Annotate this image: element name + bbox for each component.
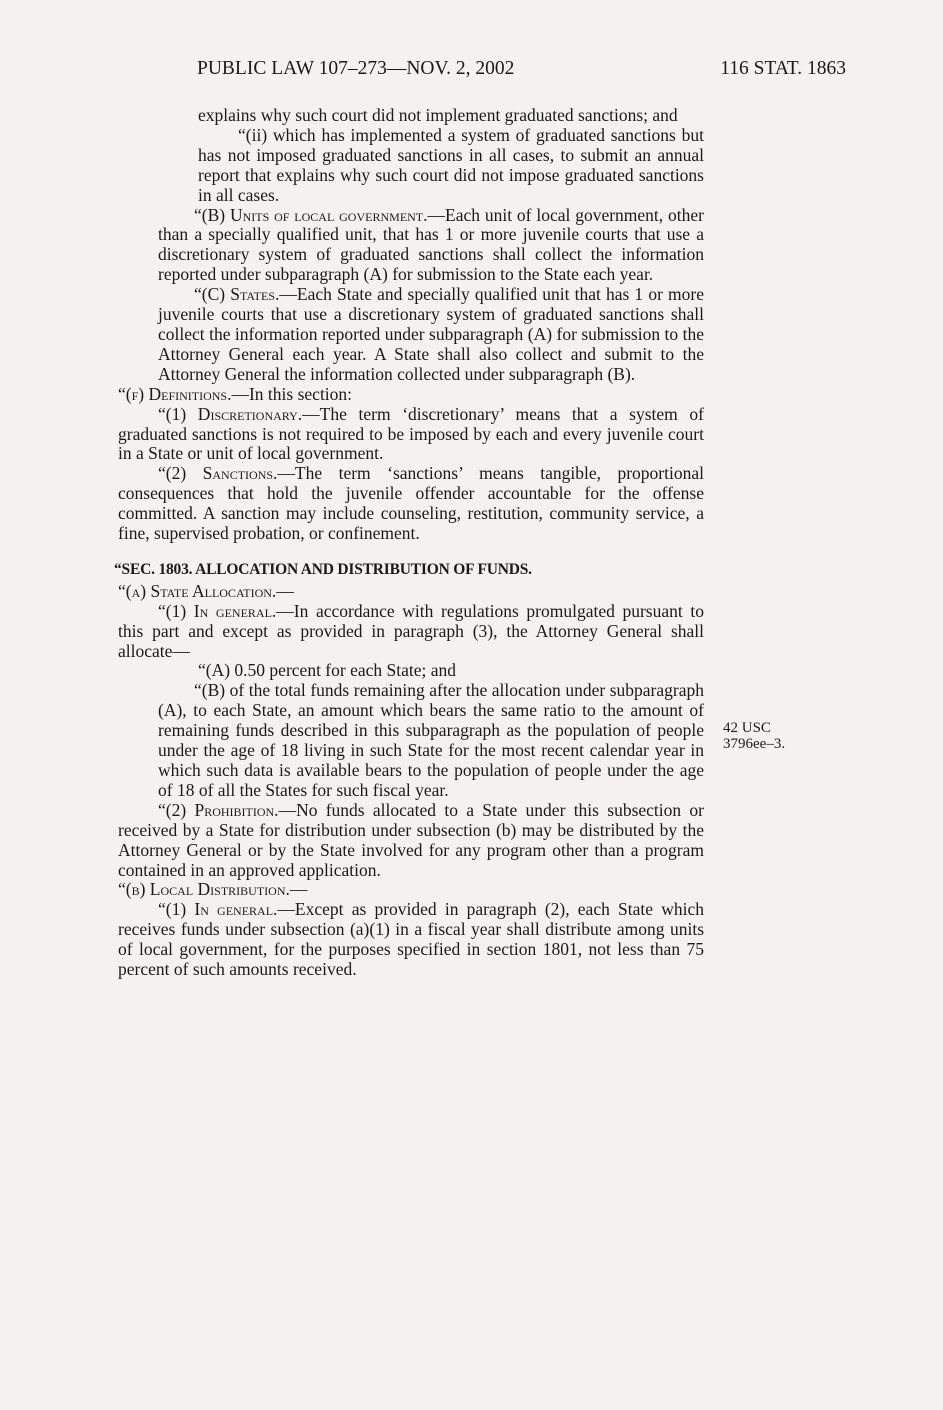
paragraph-f2-sanctions: “(2) Sanctions.—The term ‘sanctions’ means tangible, proportional consequences that hold the juvenile offender accountable for the offense committed. A sanction may include counseling, restitution, community service, a fine, supervised probation, or confinement.: [118, 463, 704, 544]
paragraph-clause-ii: “(ii) which has implemented a system of graduated sanctions but has not imposed graduated sanctions in all cases, to submit an annual report that explains why such court did not impose graduated sanctions in all cases.: [198, 124, 704, 205]
paragraph-a2-prohibition: “(2) Prohibition.—No funds allocated to a State under this subsection or received by a State for distribution under subsection (b) may be distributed by the Attorney General or by the State involved for any program other than a program contained in an approved application.: [118, 799, 704, 880]
margin-citation-line1: 42 USC: [723, 720, 771, 736]
body-text: [114, 105, 704, 980]
paragraph-continuation: explains why such court did not implement graduated sanctions; and: [198, 105, 678, 125]
paragraph-a-state-allocation: “(a) State Allocation.—: [118, 580, 294, 601]
section-heading: “SEC. 1803. ALLOCATION AND DISTRIBUTION OF FUNDS.: [114, 560, 532, 578]
paragraph-aA: “(A) 0.50 percent for each State; and: [198, 660, 457, 681]
heading-in-general: “(1) In general.: [158, 600, 277, 621]
paragraph-b-local-distribution: “(b) Local Distribution.—: [118, 879, 308, 900]
paragraph-f-definitions: “(f) Definitions.—In this section:: [118, 383, 353, 404]
paragraph-aB: “(B) of the total funds remaining after the allocation under subparagraph (A), to each State, an amount which bears the same ratio to the amount of remaining funds described in this subparagraph as the population of people under the age of 18 living in such State for the most recent calendar year in which such data is available bears to the population of people under the age of 18 of all the States for such fiscal year.: [158, 680, 704, 800]
running-header: [0, 58, 943, 88]
heading-b1-in-general: “(1) In general.: [158, 899, 278, 920]
heading-definitions: “(f) Definitions.: [118, 383, 232, 404]
paragraph-f1-discretionary: “(1) Discretionary.—The term ‘discretionary’ means that a system of graduated sanctions is not required to be imposed by each and every juvenile court in a State or unit of local government.: [118, 403, 704, 464]
paragraph-b-units: “(B) Units of local government.—Each unit of local government, other than a specially qualified unit, that has 1 or more juvenile courts that use a discretionary system of graduated sanctions shall collect the information reported under subparagraph (A) for submission to the State each year.: [158, 204, 704, 285]
heading-units-local-government: “(B) Units of local government.: [194, 204, 428, 225]
heading-sanctions: “(2) Sanctions.: [158, 463, 278, 484]
heading-prohibition: “(2) Prohibition.: [158, 799, 279, 820]
header-law-citation: PUBLIC LAW 107–273—NOV. 2, 2002: [197, 58, 515, 79]
header-stat-page: 116 STAT. 1863: [720, 58, 846, 79]
heading-state-allocation: “(a) State Allocation.: [118, 580, 277, 601]
heading-states: “(C) States.: [194, 284, 280, 305]
margin-citation-line2: 3796ee–3.: [723, 736, 786, 752]
paragraph-b1-in-general: “(1) In general.—Except as provided in paragraph (2), each State which receives funds under subsection (a)(1) in a fiscal year shall distribute among units of local government, for the purposes specified in section 1801, not less than 75 percent of such amounts received.: [118, 899, 704, 980]
paragraph-c-states: “(C) States.—Each State and specially qualified unit that has 1 or more juvenile courts that use a discretionary system of graduated sanctions shall collect the information reported under subparagraph (A) for submission to the Attorney General each year. A State shall also collect and submit to the Attorney General the information collected under subparagraph (B).: [158, 284, 704, 384]
margin-citation: [723, 720, 833, 752]
heading-discretionary: “(1) Discretionary.: [158, 403, 303, 424]
heading-local-distribution: “(b) Local Distribution.: [118, 879, 290, 900]
paragraph-a1-in-general: “(1) In general.—In accordance with regulations promulgated pursuant to this part and except as provided in paragraph (3), the Attorney General shall allocate—: [118, 600, 704, 661]
